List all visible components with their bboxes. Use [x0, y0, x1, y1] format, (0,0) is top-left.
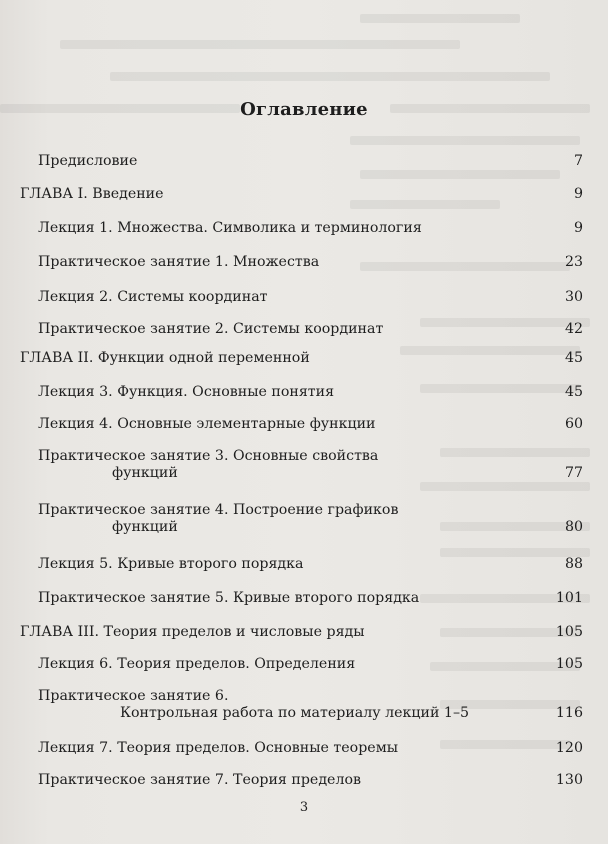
toc-entry-page: 45: [564, 350, 583, 366]
toc-entry-title: ГЛАВА III. Теория пределов и числовые ряды: [20, 624, 365, 640]
toc-entry-page: 7: [573, 153, 583, 169]
toc-entry-title-continuation: функций: [112, 465, 178, 481]
toc-entry: [38, 416, 583, 433]
toc-entry-page: 130: [555, 772, 583, 788]
toc-entry-title: Лекция 4. Основные элементарные функции: [38, 416, 376, 432]
toc-entry-page: 80: [564, 519, 583, 535]
toc-entry-title: Лекция 5. Кривые второго порядка: [38, 556, 304, 572]
toc-entry-page: 42: [564, 321, 583, 337]
toc-entry-page: 120: [555, 740, 583, 756]
toc-entry-page: 105: [555, 656, 583, 672]
toc-entry: [20, 186, 583, 203]
toc-entry-title: Практическое занятие 6.: [38, 688, 229, 704]
toc-entry-title: Практическое занятие 5. Кривые второго порядка: [38, 590, 420, 606]
toc-entry: [38, 220, 583, 237]
toc-entry-title: Лекция 1. Множества. Символика и терминология: [38, 220, 422, 236]
toc-entry-title: Лекция 7. Теория пределов. Основные теоремы: [38, 740, 399, 756]
page-number: 3: [299, 800, 309, 815]
toc-entry: [38, 502, 583, 536]
toc-entry: [38, 321, 583, 338]
toc-entry-title-continuation: функций: [112, 519, 178, 535]
toc-title: Оглавление: [240, 99, 368, 120]
toc-entry-title: ГЛАВА I. Введение: [20, 186, 164, 202]
toc-entry: [38, 254, 583, 271]
toc-entry-title: Лекция 3. Функция. Основные понятия: [38, 384, 335, 400]
toc-entry-page: 9: [573, 220, 583, 236]
toc-entry-title: ГЛАВА II. Функции одной переменной: [20, 350, 310, 366]
toc-entry: [20, 350, 583, 367]
toc-entry: [38, 289, 583, 306]
toc-entry-page: 101: [555, 590, 583, 606]
toc-entry-page: 23: [564, 254, 583, 270]
toc-entry-page: 9: [573, 186, 583, 202]
toc-entry-page: 30: [564, 289, 583, 305]
toc-entry-title: Предисловие: [38, 153, 138, 169]
toc-entry: [38, 384, 583, 401]
toc-entry-title: Практическое занятие 3. Основные свойства: [38, 448, 379, 464]
toc-entry-title-continuation: Контрольная работа по материалу лекций 1–5: [120, 705, 470, 721]
toc-entry: [38, 740, 583, 757]
toc-entry: [20, 624, 583, 641]
toc-entry-page: 77: [564, 465, 583, 481]
toc-entry-page: 45: [564, 384, 583, 400]
toc-entry-page: 60: [564, 416, 583, 432]
toc-entry: [38, 556, 583, 573]
toc-entry-page: 105: [555, 624, 583, 640]
toc-entry-title: Лекция 6. Теория пределов. Определения: [38, 656, 356, 672]
toc-entry-title: Лекция 2. Системы координат: [38, 289, 268, 305]
toc-entry: [38, 448, 583, 482]
toc-entry: [38, 688, 583, 722]
toc-entry: [38, 153, 583, 170]
toc-entry-title: Практическое занятие 2. Системы координат: [38, 321, 384, 337]
toc-entry-page: 88: [564, 556, 583, 572]
toc-entry-page: 116: [555, 705, 583, 721]
toc-entry-title: Практическое занятие 4. Построение графиков: [38, 502, 399, 518]
toc-entry-title: Практическое занятие 1. Множества: [38, 254, 320, 270]
toc-entry: [38, 656, 583, 673]
toc-entry: [38, 590, 583, 607]
toc-entry: [38, 772, 583, 789]
toc-entry-title: Практическое занятие 7. Теория пределов: [38, 772, 361, 788]
